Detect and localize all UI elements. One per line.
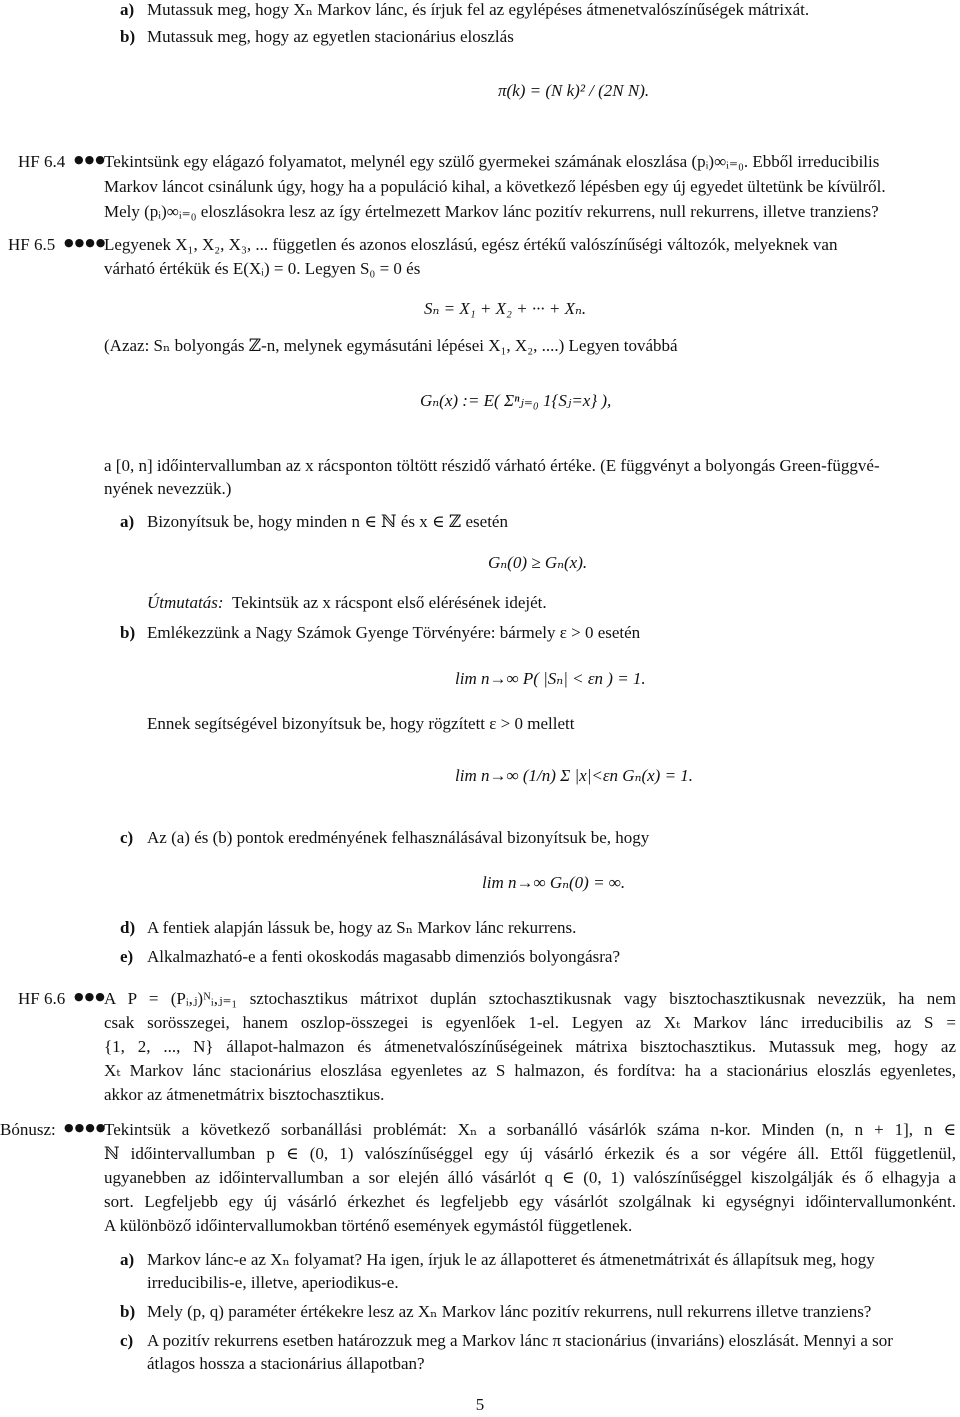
problem-line: akkor az átmenetmátrix bisztochasztikus. (104, 1085, 385, 1104)
subitem-text: Az (a) és (b) pontok eredményének felhasználásával bizonyítsuk be, hogy (147, 828, 650, 847)
equation-pi: π(k) = (N k)² / (2N N). (498, 81, 650, 100)
equation: lim n→∞ Gₙ(0) = ∞. (482, 873, 626, 892)
problem-line: Tekintsük a következő sorbanállási problémát: Xₙ a sorbanálló vásárlók száma n-kor. Minden (n, n + 1], n ∈ (104, 1120, 956, 1139)
paragraph-line: nyének nevezzük.) (104, 479, 232, 498)
subitem-text: A fentiek alapján lássuk be, hogy az Sₙ Markov lánc rekurrens. (147, 918, 577, 937)
problem-line: sort. Legfeljebb egy új vásárló érkezhet és legfeljebb egy vásárlót szolgálnak ki egységnyi időintervallumonként. (104, 1192, 956, 1211)
subitem-label: b) (120, 623, 136, 642)
subitem-line: átlagos hossza a stacionárius állapotban? (147, 1354, 425, 1373)
subitem-label: a) (120, 512, 135, 531)
equation-sn: Sₙ = X₁ + X₂ + ··· + Xₙ. (424, 299, 587, 318)
difficulty-dots: ●●●● (64, 236, 107, 249)
difficulty-dots: ●●●● (64, 1121, 107, 1134)
subitem-line: Markov lánc-e az Xₙ folyamat? Ha igen, írjuk le az állapotteret és átmenetmátrixát és állapítsuk meg, hogy (147, 1250, 875, 1269)
subitem-text: Emlékezzünk a Nagy Számok Gyenge Törvényére: bármely ε > 0 esetén (147, 623, 641, 642)
equation: Gₙ(0) ≥ Gₙ(x). (488, 553, 588, 572)
paragraph: (Azaz: Sₙ bolyongás ℤ-n, melynek egymásutáni lépései X₁, X₂, ....) Legyen továbbá (104, 336, 678, 355)
subitem-label: c) (120, 828, 134, 847)
equation: lim n→∞ (1/n) Σ |x|<εn Gₙ(x) = 1. (455, 766, 694, 785)
problem-line: várható értékük és E(Xᵢ) = 0. Legyen S₀ = 0 és (104, 259, 421, 278)
item-label: a) (120, 0, 135, 19)
subitem-label: b) (120, 1302, 136, 1321)
problem-line: ugyanebben az időintervallumban a sor elején álló vásárlót q ∈ (0, 1) valószínűséggel kiszolgálják és ő elhagyja a (104, 1168, 956, 1187)
hint-label: Útmutatás: (147, 593, 224, 612)
page-number: 5 (475, 1395, 485, 1414)
problem-line: {1, 2, ..., N} állapot-halmazon és átmenetvalószínűségeinek mátrixa bisztochasztikus. Mutassuk meg, hogy az (104, 1037, 956, 1056)
problem-id: Bónusz: (0, 1120, 56, 1139)
subitem-text: Ennek segítségével bizonyítsuk be, hogy rögzített ε > 0 mellett (147, 714, 575, 733)
problem-line: Xₜ Markov lánc stacionárius eloszlása egyenletes az S halmazon, és fordítva: ha a stacionárius eloszlás egyenletes, (104, 1061, 956, 1080)
problem-line: Legyenek X₁, X₂, X₃, ... független és azonos eloszlású, egész értékű valószínűségi változók, melyeknek van (104, 235, 838, 254)
item-label: b) (120, 27, 136, 46)
subitem-label: e) (120, 947, 134, 966)
problem-line: Tekintsünk egy elágazó folyamatot, melynél egy szülő gyermekei számának eloszlása (pᵢ)∞ᵢ₌₀. Ebből irreducibilis (104, 152, 880, 171)
equation: lim n→∞ P( |Sₙ| < εn ) = 1. (455, 669, 646, 688)
problem-id: HF 6.6 (18, 989, 66, 1008)
subitem-text: Bizonyítsuk be, hogy minden n ∈ ℕ és x ∈ ℤ esetén (147, 512, 508, 531)
hint-text: Tekintsük az x rácspont első elérésének idejét. (232, 593, 547, 612)
subitem-line: Mely (p, q) paraméter értékekre lesz az Xₙ Markov lánc pozitív rekurrens, null rekurrens illetve tranziens? (147, 1302, 872, 1321)
subitem-label: c) (120, 1331, 134, 1350)
item-text: Mutassuk meg, hogy Xₙ Markov lánc, és írjuk fel az egylépéses átmenetvalószínűségek mátrixát. (147, 0, 810, 19)
problem-id: HF 6.5 (8, 235, 56, 254)
problem-line: csak sorösszegei, hanem oszlop-összegei is egyenlőek 1-el. Legyen az Xₜ Markov lánc irreducibilis az S = (104, 1013, 956, 1032)
subitem-line: irreducibilis-e, illetve, aperiodikus-e. (147, 1273, 399, 1292)
difficulty-dots: ●●● (74, 153, 106, 166)
difficulty-dots: ●●● (74, 990, 106, 1003)
subitem-label: a) (120, 1250, 135, 1269)
problem-line: A különböző időintervallumokban történő események egymástól függetlenek. (104, 1216, 633, 1235)
problem-line: Markov láncot csinálunk úgy, hogy ha a populáció kihal, a következő lépésben egy új egyedet ültetünk be kívülről. (104, 177, 886, 196)
problem-line: A P = (Pᵢ,ⱼ)ᴺᵢ,ⱼ₌₁ sztochasztikus mátrixot duplán sztochasztikusnak vagy bisztochasztikusnak nevezzük, ha nem (104, 989, 956, 1008)
problem-id: HF 6.4 (18, 152, 66, 171)
subitem-label: d) (120, 918, 136, 937)
equation-green: Gₙ(x) := E( Σⁿⱼ₌₀ 1{Sⱼ=x} ), (420, 391, 612, 410)
item-text: Mutassuk meg, hogy az egyetlen stacionárius eloszlás (147, 27, 514, 46)
problem-line: ℕ időintervallumban p ∈ (0, 1) valószínűséggel egy új vásárló érkezik és a sor végére áll. Ettől függetlenül, (104, 1144, 956, 1163)
subitem-text: Alkalmazható-e a fenti okoskodás magasabb dimenziós bolyongásra? (147, 947, 621, 966)
problem-line: Mely (pᵢ)∞ᵢ₌₀ eloszlásokra lesz az így értelmezett Markov lánc pozitív rekurrens, null rekurrens, illetve tranziens? (104, 202, 879, 221)
paragraph-line: a [0, n] időintervallumban az x rácsponton töltött részidő várható értéke. (E függvényt a bolyongás Green-függvé- (104, 456, 880, 475)
subitem-line: A pozitív rekurrens esetben határozzuk meg a Markov lánc π stacionárius (invariáns) eloszlását. Mennyi a sor (147, 1331, 893, 1350)
